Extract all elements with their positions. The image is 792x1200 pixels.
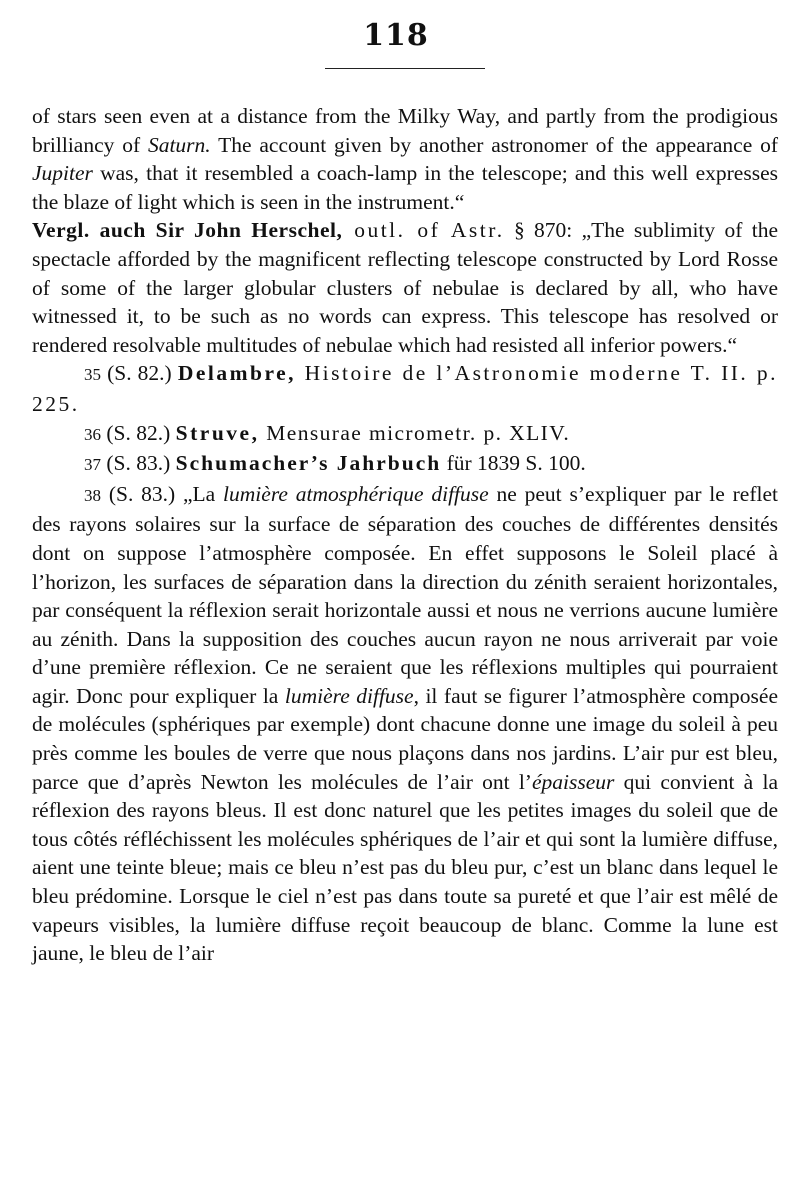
note-ref: (S. 83.) bbox=[101, 451, 176, 476]
quote-text-2: The account given by another astronomer of the appearance of bbox=[210, 132, 778, 157]
emphasis-lumiere-atmospherique: lumière atmosphérique diffuse bbox=[223, 481, 489, 506]
note-number: 38 bbox=[84, 485, 101, 505]
note-text-3: qui convient à la réflexion des rayons bleus. Il est donc naturel que les petites images du soleil que de tous côtés réfléchissent les molécules sphériques de l’air et qui sont la lumière diffuse, aient une teinte bleue; mais ce bleu n’est pas du bleu pur, c’est un blanc dans lequel le bleu prédomine. Lorsque le ciel n’est pas dans toute sa pureté et que l’air est mêlé de vapeurs visibles, la lumière diffuse reçoit beaucoup de blanc. Comme la lune est jaune, le bleu de l’air bbox=[32, 769, 778, 966]
note-open: „La bbox=[183, 481, 224, 506]
note-text-2: , il faut se figurer l’atmosphère composée de molécules (sphériques par exemple) dont chacune donne une image du soleil à peu près comme les boules de verre que nous plaçons dans nos jardins. L’air pur est bleu, parce que d’après Newton les molécules de l’air ont l’ bbox=[32, 683, 778, 794]
herschel-ref: Vergl. auch Sir John Herschel, bbox=[32, 218, 343, 243]
note-36 bbox=[32, 419, 778, 450]
note-37 bbox=[32, 449, 778, 480]
note-ref: (S. 82.) bbox=[101, 420, 176, 445]
note-text-1: ne peut s’expliquer par le reflet des rayons solaires sur la surface de séparation des couches de différentes densités dont on suppose l’atmosphère composée. En effet supposons le Soleil placé à l’horizon, les surfaces de séparation dans la direction du zénith seraient horizontales, par conséquent la réflexion serait horizontale aussi et nous ne verrions aucune lumière au zénith. Dans la supposition des couches aucun rayon ne nous arriverait par voie d’une première réflexion. Ce ne seraient que les réflexions multiples qui pourraient agir. Donc pour expliquer la bbox=[32, 481, 778, 708]
emphasis-epaisseur: épaisseur bbox=[531, 769, 615, 794]
note-author: Delambre, bbox=[177, 361, 297, 386]
herschel-work: outl. of Astr. bbox=[342, 218, 505, 243]
note-title: Mensurae micrometr. p. XLIV. bbox=[259, 420, 571, 445]
note-author: Struve, bbox=[175, 420, 260, 445]
note-ref: (S. 82.) bbox=[101, 361, 178, 386]
jupiter-emphasis: Jupiter bbox=[32, 161, 93, 186]
quote-text-3: was, that it resembled a coach-lamp in the telescope; and this well expresses the blaze of light which is seen in the instrument.“ bbox=[32, 161, 778, 214]
quote-paragraph bbox=[32, 102, 778, 216]
note-38 bbox=[32, 480, 778, 968]
page-number: 118 bbox=[363, 18, 429, 53]
herschel-text: § 870: „The sublimity of the spectacle afforded by the magnificent reflecting telescope constructed by Lord Rosse of some of the larger globular clusters of nebulae is declared by all, who have witnessed it, to be such as no words can express. This telescope has resolved or rendered resolvable multitudes of nebulae which had resisted all inferior powers.“ bbox=[32, 218, 779, 357]
note-number: 37 bbox=[84, 455, 101, 475]
note-title: für 1839 S. 100. bbox=[441, 451, 586, 476]
saturn-emphasis: Saturn. bbox=[147, 132, 211, 157]
note-title: Histoire de l’Astronomie moderne T. II. p. 225. bbox=[32, 361, 778, 416]
note-author: Schumacher’s Jahrbuch bbox=[175, 451, 442, 476]
note-35 bbox=[32, 359, 778, 418]
header-rule bbox=[325, 68, 485, 69]
emphasis-lumiere-diffuse: lumière diffuse bbox=[284, 683, 414, 708]
note-number: 36 bbox=[84, 424, 101, 444]
note-ref: (S. 83.) bbox=[101, 481, 183, 506]
note-number: 35 bbox=[84, 365, 101, 385]
quote-text-1: of stars seen even at a distance from the Milky Way, and partly from the prodigious brilliancy of bbox=[32, 104, 778, 157]
herschel-paragraph bbox=[32, 216, 778, 359]
page-body bbox=[32, 102, 778, 968]
